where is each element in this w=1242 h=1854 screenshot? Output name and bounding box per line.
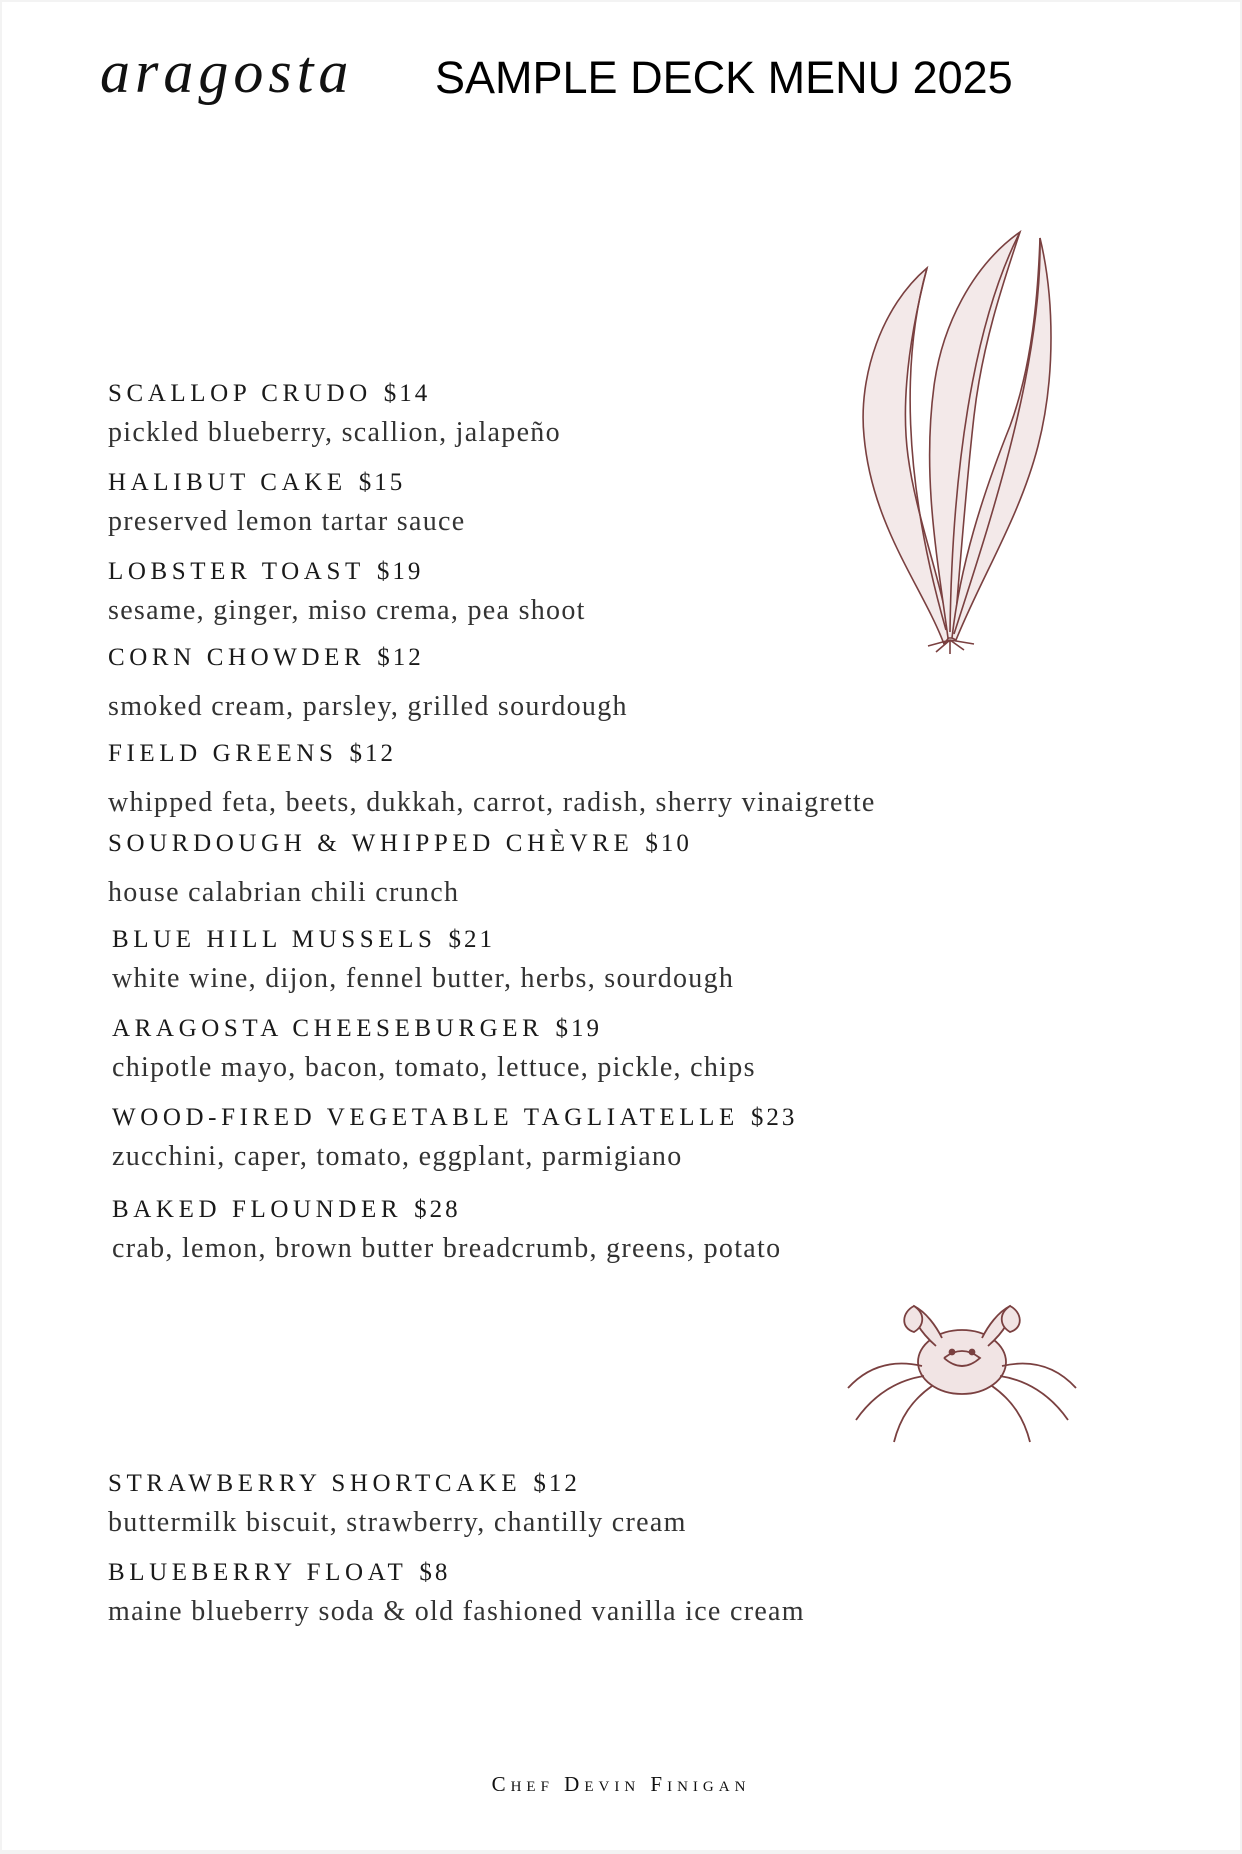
item-description: crab, lemon, brown butter breadcrumb, greens, potato [112, 1233, 782, 1264]
item-price: $10 [645, 830, 692, 857]
item-name: HALIBUT CAKE [108, 469, 347, 496]
menu-item [108, 558, 586, 628]
menu-item [108, 830, 692, 910]
menu-item [112, 1015, 756, 1085]
item-name: ARAGOSTA CHEESEBURGER [112, 1015, 544, 1042]
item-description: preserved lemon tartar sauce [108, 506, 466, 537]
item-name: FIELD GREENS [108, 740, 338, 767]
dessert-item [108, 1470, 687, 1540]
item-description: smoked cream, parsley, grilled sourdough [108, 691, 628, 722]
crab-illustration-icon [840, 1302, 1084, 1448]
item-name: SCALLOP CRUDO [108, 380, 372, 407]
item-price: $23 [750, 1104, 798, 1131]
menu-item [108, 380, 561, 450]
item-description: pickled blueberry, scallion, jalapeño [108, 417, 561, 448]
item-description: whipped feta, beets, dukkah, carrot, radish, sherry vinaigrette [108, 787, 876, 818]
menu-item [108, 469, 465, 539]
item-name: CORN CHOWDER [108, 644, 366, 671]
item-price: $15 [358, 469, 406, 496]
menu-item [112, 1104, 797, 1174]
item-description: chipotle mayo, bacon, tomato, lettuce, pickle, chips [112, 1052, 756, 1083]
item-price: $14 [383, 380, 431, 407]
item-name: BLUEBERRY FLOAT [108, 1559, 408, 1586]
menu-item [108, 644, 628, 724]
item-name: BAKED FLOUNDER [112, 1196, 403, 1223]
item-name: STRAWBERRY SHORTCAKE [108, 1470, 522, 1497]
item-name: WOOD-FIRED VEGETABLE TAGLIATELLE [112, 1104, 739, 1131]
menu-item [112, 1196, 781, 1266]
brand-logo: aragosta [100, 39, 354, 105]
chef-credit: Chef Devin Finigan [491, 1772, 751, 1796]
item-price: $21 [448, 926, 496, 953]
item-name: SOURDOUGH & WHIPPED CHÈVRE [108, 830, 634, 857]
item-description: white wine, dijon, fennel butter, herbs, sourdough [112, 963, 735, 994]
item-price: $12 [349, 740, 397, 767]
kelp-illustration-icon [842, 226, 1062, 656]
item-description: buttermilk biscuit, strawberry, chantilly cream [108, 1507, 687, 1538]
menu-item [108, 740, 876, 820]
item-description: house calabrian chili crunch [108, 877, 460, 908]
dessert-item [108, 1559, 805, 1629]
item-price: $19 [555, 1015, 602, 1042]
item-price: $8 [419, 1559, 451, 1586]
menu-item [112, 926, 734, 996]
item-name: BLUE HILL MUSSELS [112, 926, 437, 953]
item-price: $28 [414, 1196, 461, 1223]
item-description: zucchini, caper, tomato, eggplant, parmigiano [112, 1141, 683, 1172]
item-price: $12 [377, 644, 424, 671]
item-name: LOBSTER TOAST [108, 558, 365, 585]
item-price: $19 [376, 558, 424, 585]
item-price: $12 [533, 1470, 580, 1497]
menu-page [2, 2, 1240, 1850]
item-description: sesame, ginger, miso crema, pea shoot [108, 595, 586, 626]
item-description: maine blueberry soda & old fashioned vanilla ice cream [108, 1596, 805, 1627]
page-title: SAMPLE DECK MENU 2025 [435, 52, 1013, 103]
